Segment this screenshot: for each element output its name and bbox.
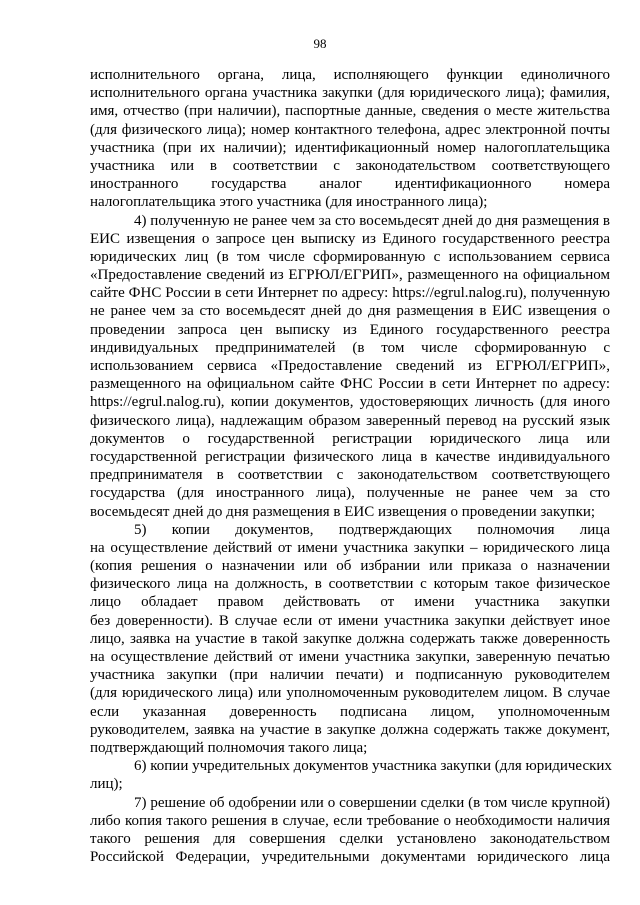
- text-line: на осуществление действий от имени участника закупки – юридического лица: [90, 539, 610, 556]
- text-line: использованием сервиса «Предоставление сведений из ЕГРЮЛ/ЕГРИП»,: [90, 358, 610, 374]
- text-line: такого решения для совершения сделки установлено законодательством: [90, 830, 610, 847]
- text-line: 7) решение об одобрении или о совершении сделки (в том числе крупной): [134, 794, 610, 811]
- text-line: либо копия такого решения в случае, если требование о необходимости наличия: [90, 812, 610, 829]
- text-line: юридических лиц (в том числе сформированную с использованием сервиса: [90, 248, 610, 265]
- text-line: (для физического лица); номер контактного телефона, адрес электронной почты: [90, 121, 610, 138]
- text-line: исполнительного органа участника закупки (для юридического лица); фамилия,: [90, 85, 610, 102]
- text-line: государства (для иностранного лица), полученные не ранее чем за сто: [90, 485, 610, 502]
- text-line: проведении запроса цен выписку из Единого государственного реестра: [90, 321, 610, 338]
- text-line: иностранного государства аналог идентификационного номера: [90, 176, 610, 193]
- text-line: лицо обладает правом действовать от имени участника закупки: [90, 594, 610, 611]
- text-line: 6) копии учредительных документов участника закупки (для юридических: [134, 758, 612, 775]
- text-line: участника или в соответствии с законодательством соответствующего: [90, 157, 610, 174]
- text-line: «Предоставление сведений из ЕГРЮЛ/ЕГРИП», размещенного на официальном: [90, 267, 610, 284]
- document-body: [90, 66, 610, 866]
- text-line: лиц);: [90, 776, 123, 793]
- text-line: сайте ФНС России в сети Интернет по адресу: https://egrul.nalog.ru), полученную: [90, 285, 610, 302]
- text-line: восемьдесят дней до дня размещения в ЕИС извещения о проведении закупки;: [90, 503, 596, 520]
- text-line: физического лица), надлежащим образом заверенный перевод на русский язык: [90, 412, 610, 429]
- text-line: участника (при их наличии); идентификационный номер налогоплательщика: [90, 139, 610, 156]
- text-line: без доверенности). В случае если от имени участника закупки действует иное: [90, 612, 610, 629]
- text-line: налогоплательщика этого участника (для иностранного лица);: [90, 194, 488, 211]
- text-line: исполнительного органа, лица, исполняющего функции единоличного: [90, 67, 610, 83]
- text-line: (для юридического лица) или уполномоченным руководителем лицом. В случае: [90, 685, 610, 702]
- text-line: документов о государственной регистрации юридического лица или: [90, 430, 610, 447]
- text-line: подтверждающий полномочия такого лица;: [90, 739, 368, 756]
- text-line: размещенного на официальном сайте ФНС России в сети Интернет по адресу:: [90, 376, 610, 393]
- page-number: 98: [313, 36, 327, 51]
- text-line: участника закупки (при наличии печати) и подписанную руководителем: [90, 667, 610, 684]
- text-line: 5) копии документов, подтверждающих полномочия лица: [134, 521, 610, 538]
- text-line: https://egrul.nalog.ru), копии документов, удостоверяющих личность (для иного: [90, 394, 610, 411]
- text-line: ЕИС извещения о запросе цен выписку из Единого государственного реестра: [90, 230, 610, 247]
- text-line: имя, отчество (при наличии), паспортные данные, сведения о месте жительства: [90, 103, 610, 120]
- text-line: руководителем, заявка на участие в закупке должна содержать также документ,: [90, 721, 610, 738]
- text-line: физического лица на должность, в соответствии с которым такое физическое: [90, 576, 610, 593]
- text-line: предпринимателя в соответствии с законодательством соответствующего: [90, 467, 610, 484]
- text-line: лицо, заявка на участие в такой закупке должна содержать также доверенность: [90, 630, 610, 647]
- text-line: 4) полученную не ранее чем за сто восемьдесят дней до дня размещения в: [134, 212, 610, 229]
- text-line: индивидуальных предпринимателей (в том числе сформированную с: [90, 339, 610, 356]
- text-line: (копия решения о назначении или об избрании или приказа о назначении: [90, 558, 610, 575]
- text-line: государственной регистрации физического лица в качестве индивидуального: [90, 448, 610, 465]
- text-line: не ранее чем за сто восемьдесят дней до дня размещения в ЕИС извещения о: [90, 303, 610, 320]
- text-line: если указанная доверенность подписана лицом, уполномоченным: [90, 703, 610, 720]
- text-line: на осуществление действий от имени участника закупки, заверенную печатью: [90, 649, 610, 665]
- text-line: Российской Федерации, учредительными документами юридического лица: [90, 849, 610, 866]
